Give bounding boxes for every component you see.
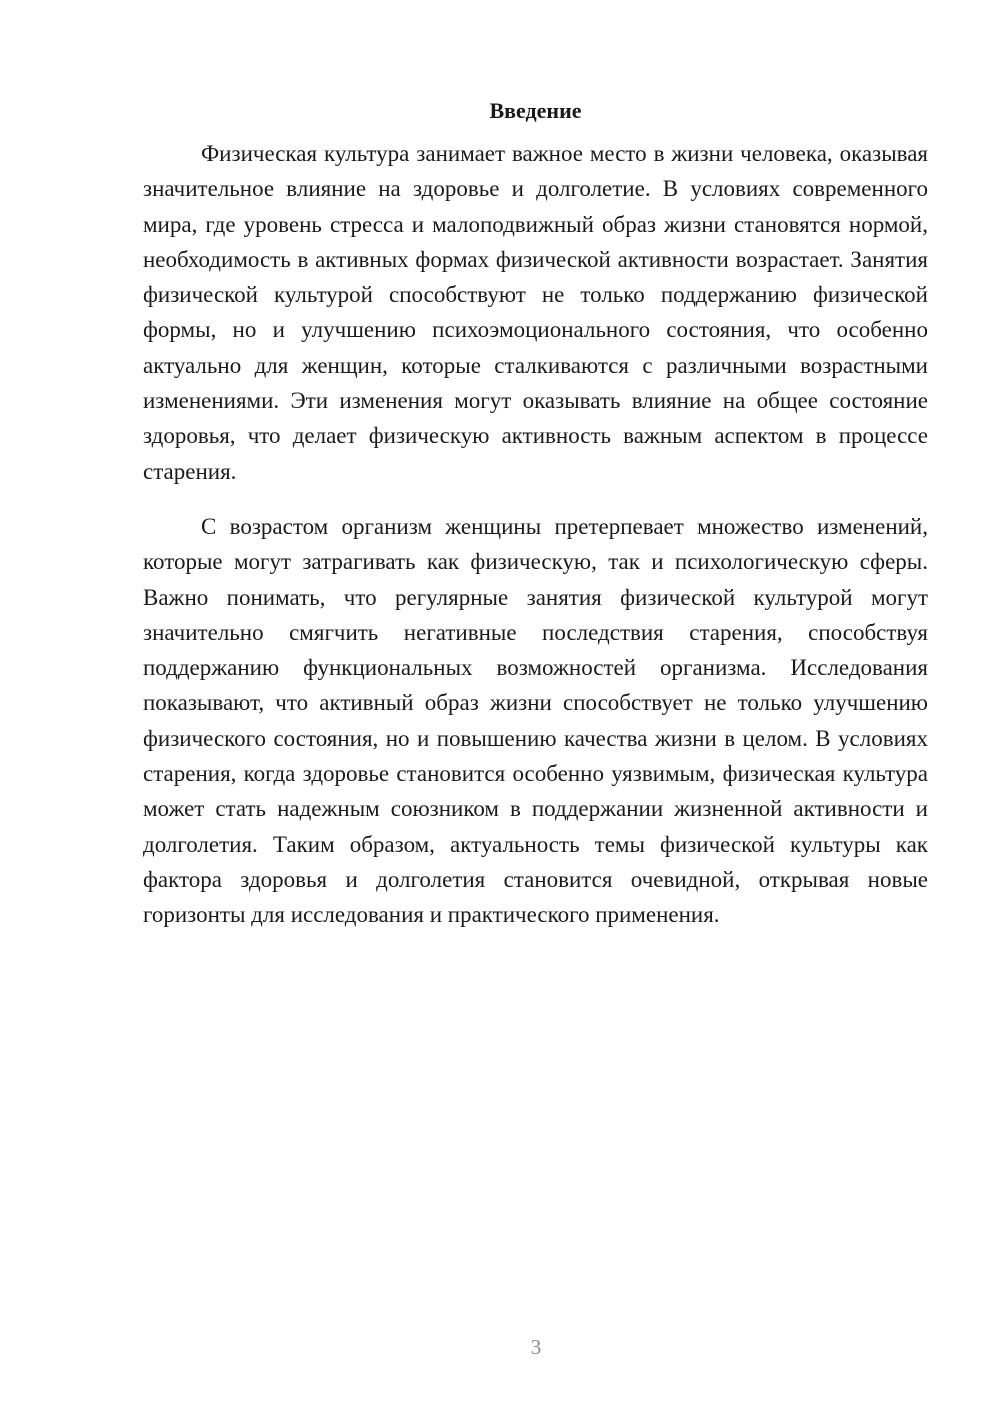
page-content: [143, 96, 928, 933]
paragraph-2: С возрастом организм женщины претерпевает множество изменений, которые могут затрагивать как физическую, так и психологическую сферы. Важно понимать, что регулярные занятия физической культурой могут значительно смягчить негативные последствия старения, способствуя поддержанию функциональных возможностей организма. Исследования показывают, что активный образ жизни способствует не только улучшению физического состояния, но и повышению качества жизни в целом. В условиях старения, когда здоровье становится особенно уязвимым, физическая культура может стать надежным союзником в поддержании жизненной активности и долголетия. Таким образом, актуальность темы физической культуры как фактора здоровья и долголетия становится очевидной, открывая новые горизонты для исследования и практического применения.: [143, 513, 928, 928]
section-title: Введение: [489, 98, 582, 123]
paragraph-1: Физическая культура занимает важное место в жизни человека, оказывая значительное влияние на здоровье и долголетие. В условиях современного мира, где уровень стресса и малоподвижный образ жизни становятся нормой, необходимость в активных формах физической активности возрастает. Занятия физической культурой способствуют не только поддержанию физической формы, но и улучшению психоэмоционального состояния, что особенно актуально для женщин, которые сталкиваются с различными возрастными изменениями. Эти изменения могут оказывать влияние на общее состояние здоровья, что делает физическую активность важным аспектом в процессе старения.: [143, 141, 928, 484]
page-number: 3: [530, 1335, 542, 1359]
